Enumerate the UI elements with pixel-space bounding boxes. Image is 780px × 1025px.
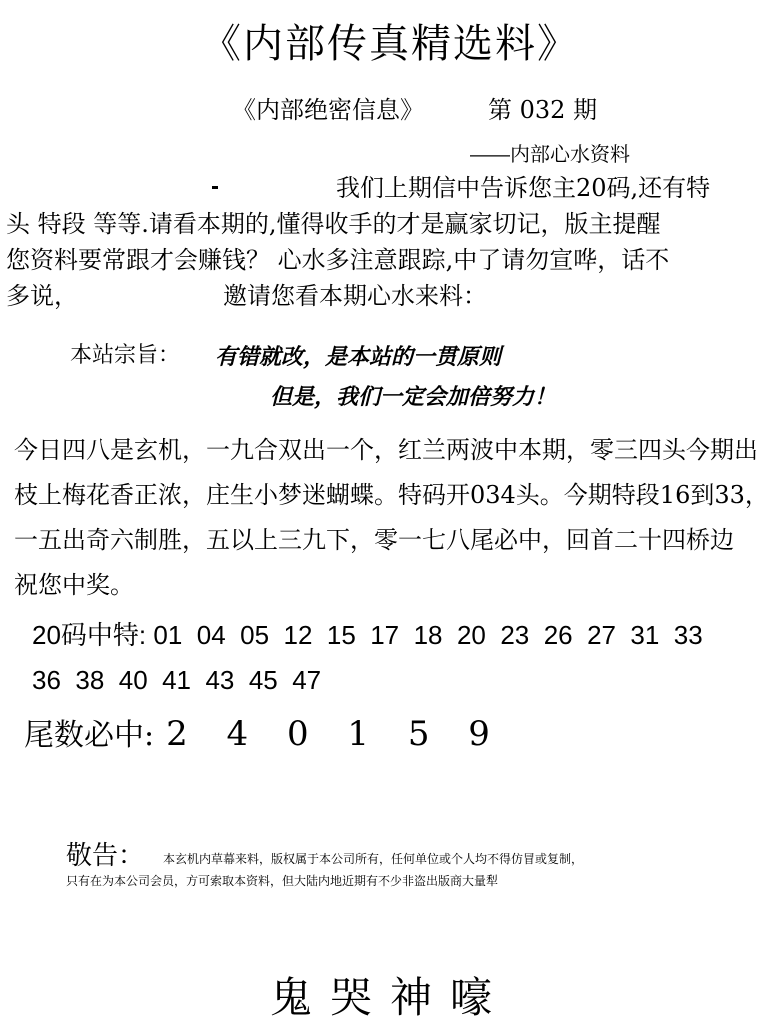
aim-line-1: 有错就改，是本站的一贯原则 — [215, 344, 502, 370]
poem-line: 今日四八是玄机，一九合双出一个，红兰两波中本期，零三四头今期出 — [14, 436, 758, 464]
notice-label: 敬告： — [66, 841, 145, 871]
intro-paragraph — [6, 170, 778, 314]
intro-line: 多说， 邀请您看本期心水来料： — [6, 282, 487, 310]
notice-line-2: 只有在为本公司会员，方可索取本资料，但大陆内地近期有不少非盗出版商大量犁 — [66, 874, 499, 888]
poem-line: 枝上梅花香正浓，庄生小梦迷蝴蝶。特码开034头。今期特段16到33， — [14, 481, 769, 509]
codes-block — [32, 613, 703, 703]
intro-line: 您资料要常跟才会赚钱？ 心水多注意跟踪,中了请勿宣哗，话不 — [6, 246, 670, 274]
footer-slogan: 鬼哭神嚎 — [269, 973, 510, 1022]
poem-line: 祝您中奖。 — [14, 571, 134, 599]
tail-block — [24, 710, 504, 754]
poem-block — [14, 428, 769, 608]
codes-line-1: 01 04 05 12 15 17 18 20 23 26 27 31 33 — [153, 620, 703, 650]
tail-value: 2 4 0 1 5 9 — [166, 714, 504, 754]
issue-number: 第 032 期 — [488, 96, 598, 124]
intro-line: 我们上期信中告诉您主20码,还有特 — [336, 174, 711, 202]
codes-label: 20码中特: — [32, 620, 147, 650]
tail-label: 尾数必中: — [24, 718, 155, 753]
codes-line-2: 36 38 40 41 43 45 47 — [32, 665, 322, 695]
poem-line: 一五出奇六制胜，五以上三九下，零一七八尾必中，回首二十四桥边 — [14, 526, 734, 554]
notice-line-1: 本玄机内草幕来料，版权属于本公司所有，任何单位或个人均不得仿冒或复制， — [163, 852, 584, 866]
source-note: ――内部心水资料 — [470, 142, 630, 166]
page-title: 《内部传真精选料》 — [201, 21, 579, 67]
subtitle: 《内部绝密信息》 — [232, 96, 424, 124]
aim-label: 本站宗旨： — [70, 343, 181, 368]
aim-line-2: 但是，我们一定会加倍努力！ — [270, 384, 557, 410]
intro-line: 头 特段 等等.请看本期的,懂得收手的才是赢家切记，版主提醒 — [6, 210, 661, 238]
